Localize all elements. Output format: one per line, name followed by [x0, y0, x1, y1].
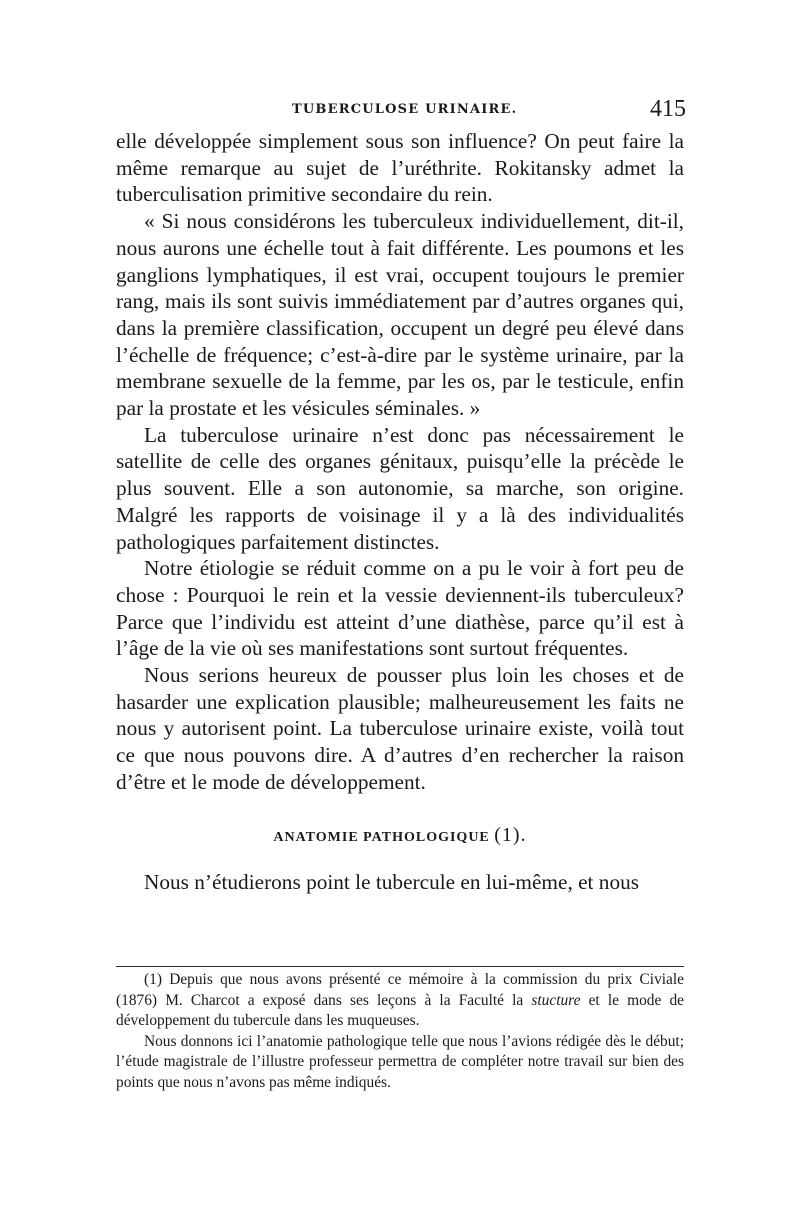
section-heading-text: ANATOMIE PATHOLOGIQUE: [273, 829, 490, 845]
main-text: [116, 128, 684, 896]
footnote-1-italic-word: stucture: [531, 991, 581, 1009]
footnote-2: Nous donnons ici l’anatomie pathologique telle que nous l’avions rédigée dès le début; l’étude magistrale de l’illustre professeur permettra de compléter notre travail sur bien des points que nous n’avons pas même indiqués.: [116, 1032, 684, 1091]
running-header: [116, 96, 686, 126]
page-number: 415: [650, 96, 686, 122]
paragraph-4: Notre étiologie se réduit comme on a pu le voir à fort peu de chose : Pourquoi le rein et la vessie deviennent-ils tuberculeux? Parce que l’individu est atteint d’une diathèse, parce qu’il est à l’âge de la vie où ses manifestations sont surtout fréquentes.: [116, 556, 684, 661]
running-title: TUBERCULOSE URINAIRE.: [292, 102, 518, 117]
paragraph-1: elle développée simplement sous son influence? On peut faire la même remarque au sujet de l’uréthrite. Rokitansky admet la tuberculisation primitive secondaire du rein.: [116, 129, 684, 207]
section-heading: [116, 822, 684, 852]
paragraph-5: Nous serions heureux de pousser plus loin les choses et de hasarder une explication plausible; malheureusement les faits ne nous y autorisent point. La tuberculose urinaire existe, voilà tout ce que nous pouvons dire. A d’autres d’en rechercher la raison d’être et le mode de développement.: [116, 663, 684, 794]
footnote-1: [116, 970, 684, 1032]
paragraph-3: La tuberculose urinaire n’est donc pas nécessairement le satellite de celle des organes génitaux, puisqu’elle la précède le plus souvent. Elle a son autonomie, sa marche, son origine. Malgré les rapports de voisinage il y a là des individualités pathologiques parfaitement distinctes.: [116, 422, 684, 554]
paragraph-6: Nous n’étudierons point le tubercule en lui-même, et nous: [144, 870, 640, 895]
footnote-1-text-start: (1) Depuis que nous avons présenté ce mémoire à la commission du prix Civiale (1876) M. Charcot a exposé dans ses leçons à la Faculté la: [116, 971, 684, 1009]
paragraph-2: « Si nous considérons les tuberculeux individuellement, dit-il, nous aurons une échelle tout à fait différente. Les poumons et les ganglions lymphatiques, il est vrai, occupent toujours le premier rang, mais ils sont suivis immédiatement par d’autres organes qui, dans la première classification, occupent un degré peu élevé dans l’échelle de fréquence; c’est-à-dire par le système urinaire, par la membrane sexuelle de la femme, par les os, par le testicule, enfin par la prostate et les vésicules séminales. »: [116, 209, 684, 421]
footnote-reference: (1).: [494, 823, 527, 846]
footnote-1-text-end: et le mode de développement du tubercule dans les muqueuses.: [116, 991, 684, 1029]
footnotes: [116, 970, 684, 1093]
footnote-divider: [116, 966, 684, 967]
